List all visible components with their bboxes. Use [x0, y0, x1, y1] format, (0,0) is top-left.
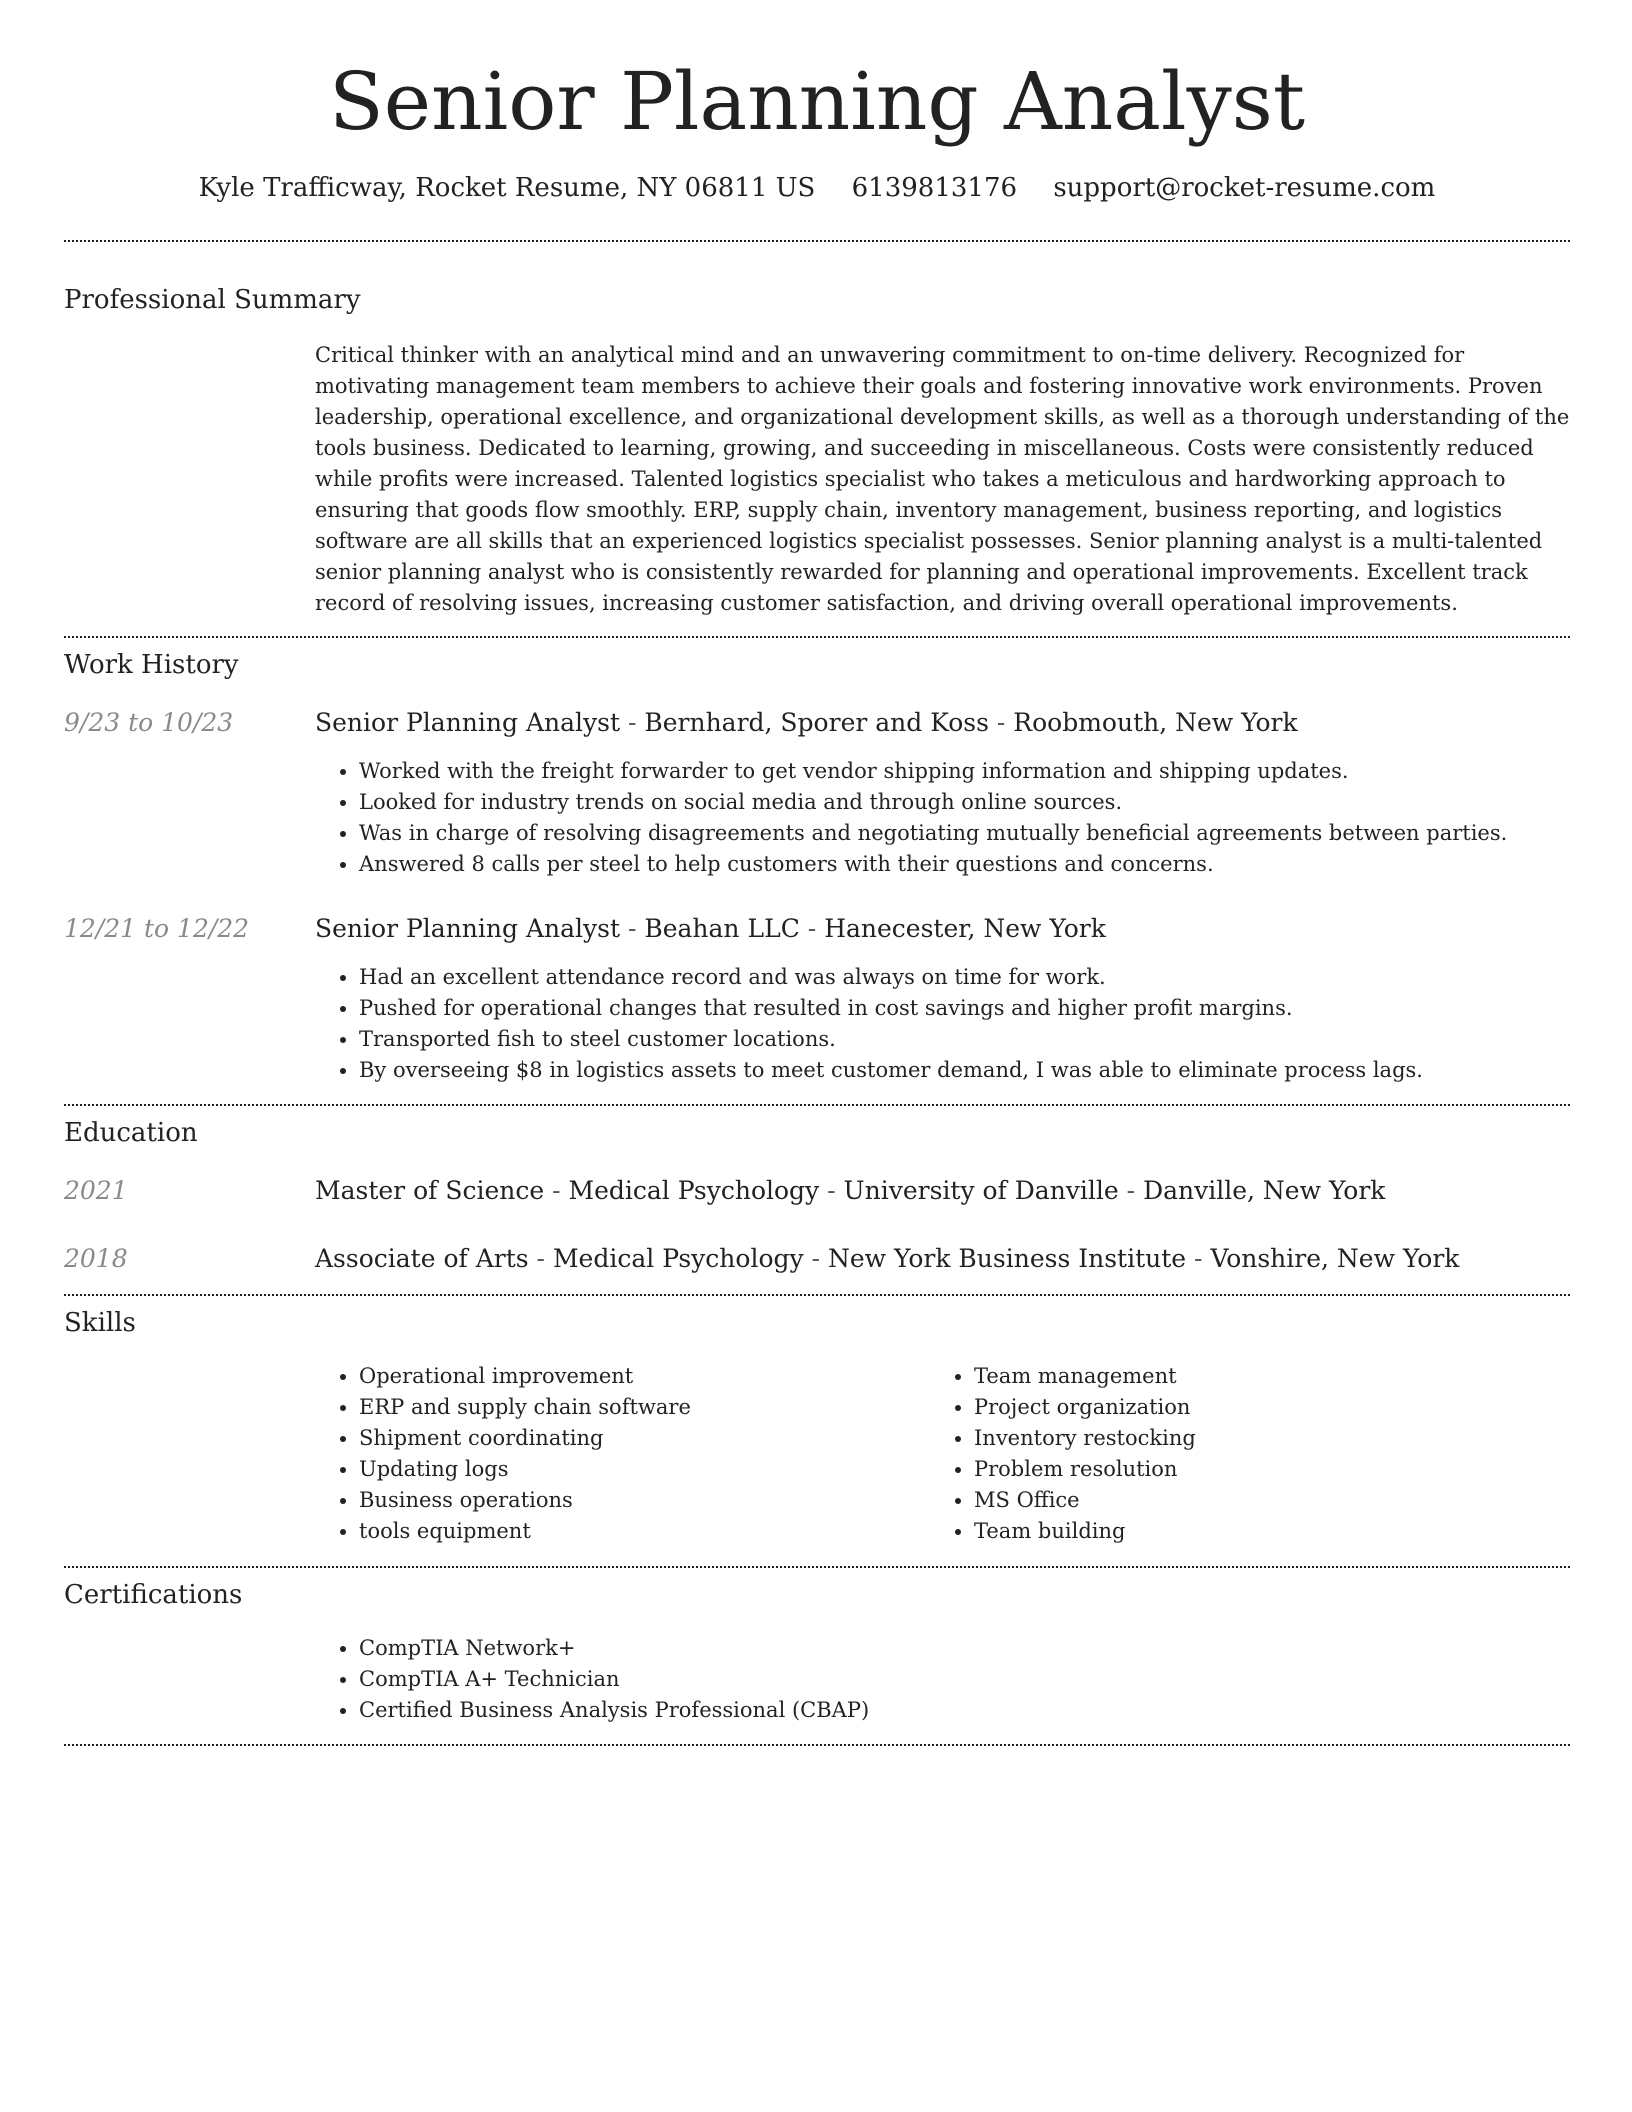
divider	[64, 636, 1570, 638]
section-heading-certifications: Certifications	[64, 1580, 243, 1610]
separator: -	[536, 1244, 545, 1273]
list-item: • Was in charge of resolving disagreements and negotiating mutually beneficial agreements between parties.	[359, 818, 1507, 849]
separator: -	[627, 708, 637, 737]
skills-column-1	[315, 1361, 691, 1547]
list-item: • Had an excellent attendance record and was always on time for work.	[359, 962, 1423, 993]
job-location: Hanecester, New York	[824, 914, 1106, 943]
contact-line	[64, 168, 1570, 208]
list-item: • Shipment coordinating	[359, 1423, 691, 1454]
separator: -	[627, 914, 637, 943]
list-item: • Worked with the freight forwarder to get vendor shipping information and shipping updates.	[359, 756, 1507, 787]
divider	[64, 240, 1570, 242]
list-item: • Transported fish to steel customer locations.	[359, 1024, 1423, 1055]
divider	[64, 1744, 1570, 1746]
separator: -	[807, 914, 817, 943]
separator: -	[996, 708, 1006, 737]
list-item: • Pushed for operational changes that resulted in cost savings and higher profit margins.	[359, 993, 1423, 1024]
education-school: University of Danville	[843, 1176, 1119, 1205]
education-year: 2021	[64, 1176, 128, 1205]
list-item: • CompTIA A+ Technician	[359, 1664, 869, 1695]
job-title: Senior Planning Analyst	[315, 914, 620, 943]
section-heading-skills: Skills	[64, 1308, 136, 1338]
job-bullets	[315, 962, 1423, 1086]
skills-column-2	[930, 1361, 1196, 1547]
list-item: • tools equipment	[359, 1516, 691, 1547]
job-location: Roobmouth, New York	[1013, 708, 1298, 737]
job-company: Bernhard, Sporer and Koss	[644, 708, 989, 737]
list-item: • By overseeing $8 in logistics assets to meet customer demand, I was able to eliminate process lags.	[359, 1055, 1423, 1086]
education-degree: Master of Science	[315, 1176, 545, 1205]
divider	[64, 1566, 1570, 1568]
divider	[64, 1104, 1570, 1106]
education-field: Medical Psychology	[568, 1176, 820, 1205]
list-item: • Certified Business Analysis Professional (CBAP)	[359, 1695, 869, 1726]
list-item: • MS Office	[974, 1485, 1196, 1516]
education-heading	[315, 1173, 1570, 1209]
section-heading-education: Education	[64, 1118, 198, 1148]
job-heading	[315, 911, 1570, 947]
summary-text: Critical thinker with an analytical mind and an unwavering commitment to on-time delivery. Recognized for motivating management team members to achieve their goals and fostering innovative work environments. Proven leadership, operational excellence, and organizational development skills, as well as a thorough understanding of the tools business. Dedicated to learning, growing, and succeeding in miscellaneous. Costs were consistently reduced while profits were increased. Talented logistics specialist who takes a meticulous and hardworking approach to ensuring that goods flow smoothly. ERP, supply chain, inventory management, business reporting, and logistics software are all skills that an experienced logistics specialist possesses. Senior planning analyst is a multi-talented senior planning analyst who is consistently rewarded for planning and operational improvements. Excellent track record of resolving issues, increasing customer satisfaction, and driving overall operational improvements.	[315, 343, 1570, 615]
separator: -	[1194, 1244, 1203, 1273]
list-item: • Problem resolution	[974, 1454, 1196, 1485]
divider	[64, 1294, 1570, 1296]
contact-email: support@rocket-resume.com	[1053, 173, 1436, 203]
list-item: • Answered 8 calls per steel to help customers with their questions and concerns.	[359, 849, 1507, 880]
section-heading-summary: Professional Summary	[64, 285, 361, 315]
education-degree: Associate of Arts	[315, 1244, 529, 1273]
job-title: Senior Planning Analyst	[315, 708, 620, 737]
job-dates: 9/23 to 10/23	[64, 708, 234, 737]
separator: -	[827, 1176, 836, 1205]
certifications-list	[315, 1633, 869, 1726]
list-item: • Looked for industry trends on social media and through online sources.	[359, 787, 1507, 818]
list-item: • CompTIA Network+	[359, 1633, 869, 1664]
education-year: 2018	[64, 1244, 128, 1273]
separator: -	[1126, 1176, 1136, 1205]
list-item: • Project organization	[974, 1392, 1196, 1423]
education-field: Medical Psychology	[552, 1244, 804, 1273]
education-location: Vonshire, New York	[1210, 1244, 1460, 1273]
job-bullets	[315, 756, 1507, 880]
contact-phone: 6139813176	[851, 173, 1018, 203]
list-item: • Team building	[974, 1516, 1196, 1547]
section-heading-work-history: Work History	[64, 650, 239, 680]
resume-title: Senior Planning Analyst	[329, 55, 1305, 148]
list-item: • ERP and supply chain software	[359, 1392, 691, 1423]
job-company: Beahan LLC	[644, 914, 800, 943]
list-item: • Business operations	[359, 1485, 691, 1516]
education-location: Danville, New York	[1143, 1176, 1386, 1205]
list-item: • Operational improvement	[359, 1361, 691, 1392]
separator: -	[811, 1244, 821, 1273]
job-heading	[315, 705, 1570, 741]
education-school: New York Business Institute	[827, 1244, 1187, 1273]
contact-address: Kyle Trafficway, Rocket Resume, NY 06811 US	[198, 173, 816, 203]
education-heading	[315, 1241, 1570, 1277]
job-dates: 12/21 to 12/22	[64, 914, 250, 943]
list-item: • Updating logs	[359, 1454, 691, 1485]
list-item: • Inventory restocking	[974, 1423, 1196, 1454]
separator: -	[552, 1176, 561, 1205]
list-item: • Team management	[974, 1361, 1196, 1392]
